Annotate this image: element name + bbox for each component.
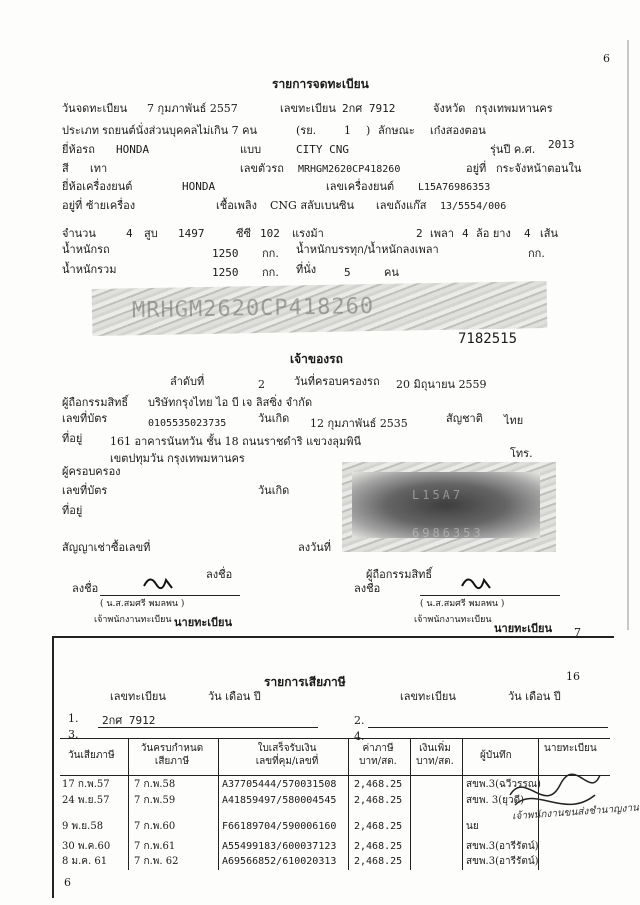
model-label: แบบ	[240, 143, 262, 156]
tank-no: 13/5554/006	[440, 201, 507, 212]
load-label: น้ำหนักบรรทุก/น้ำหนักลงเพลา	[296, 243, 439, 256]
addr-label: ที่อยู่	[62, 432, 83, 445]
brand: HONDA	[116, 143, 150, 156]
chassis-no: MRHGM2620CP418260	[298, 164, 401, 175]
tax-cell-amount: 2,468.25	[354, 821, 403, 832]
col-due-date: วันครบกำหนด เสียภาษี	[140, 743, 204, 767]
engine-rubbing-tape	[342, 462, 556, 552]
card-label: เลขที่บัตร	[62, 412, 108, 425]
tax-cell-receipt: A69566852/610020313	[222, 856, 337, 867]
sig-line-1	[100, 595, 240, 596]
footer-number: 6	[64, 876, 71, 889]
registrar-signature-scribble	[505, 765, 605, 825]
engine-loc-label: อยู่ที่	[62, 199, 83, 212]
officer-stamp: เจ้าพนักงานขนส่งชำนาญงาน	[511, 802, 640, 823]
tank-label: เลขถังแก๊ส	[376, 199, 427, 212]
model: CITY CNG	[296, 143, 349, 156]
tax-col-divider	[348, 738, 349, 870]
possess-label: วันที่ครอบครองรถ	[294, 375, 380, 388]
chassis-rubbing-tape	[92, 281, 548, 336]
gross-unit: กก.	[262, 266, 279, 279]
horsepower: 102	[260, 227, 280, 240]
cc: 1497	[178, 227, 205, 240]
tax-cell-recorder: สขพ.3(อารีรัตน์)	[466, 856, 539, 867]
sig-officer-1: เจ้าพนักงานทะเบียน	[94, 615, 172, 625]
chassis-label: เลขตัวรถ	[240, 162, 284, 175]
reg-date: 7 กุมภาพันธ์ 2557	[147, 102, 238, 115]
signature-stroke-1	[144, 579, 172, 588]
wheels-label: ล้อ ยาง	[476, 227, 511, 240]
tax-col-divider	[128, 738, 129, 870]
tax-r2-idx: 2.	[354, 714, 365, 727]
reg-no: 2กศ 7912	[342, 102, 396, 115]
section-title-owner: เจ้าของรถ	[290, 352, 343, 366]
scan-edge-right	[627, 40, 629, 630]
sig-role-1: ผู้ถือกรรมสิทธิ์	[366, 568, 433, 581]
holder-label: ผู้ถือกรรมสิทธิ์	[62, 396, 129, 409]
engine-brand: HONDA	[182, 180, 216, 193]
tax-cell-recorder: สขพ.3(อารีรัตน์)	[466, 841, 539, 852]
load-unit: กก.	[528, 247, 545, 260]
tax-col-divider	[218, 738, 219, 870]
tax-h-date2: วัน เดือน ปี	[508, 690, 561, 703]
chassis-rubbing-text: MRHGM2620CP418260	[131, 294, 375, 324]
tax-cell-paid: 30 พ.ค.60	[62, 841, 111, 852]
reg-no-label: เลขทะเบียน	[280, 102, 336, 115]
card2-label: เลขที่บัตร	[62, 484, 108, 497]
tax-r1-idx: 1.	[68, 712, 79, 725]
model-year: 2013	[548, 138, 575, 151]
tax-h-no2: เลขทะเบียน	[400, 690, 456, 703]
weight: 1250	[212, 247, 239, 260]
tax-col-divider	[462, 738, 463, 870]
tax-cell-due: 7 ก.พ.58	[134, 779, 176, 790]
cyl-label: สูบ	[144, 227, 158, 240]
engine-loc: ซ้ายเครื่อง	[86, 199, 136, 212]
tax-cell-receipt: A37705444/570031508	[222, 779, 337, 790]
chassis-loc: กระจังหน้าตอนใน	[496, 162, 582, 175]
gross-weight: 1250	[212, 266, 239, 279]
brand-label: ยี่ห้อรถ	[62, 143, 95, 156]
sig-name-2: ( น.ส.สมศรี พมลพน )	[420, 599, 505, 609]
gross-label: น้ำหนักรวม	[62, 263, 117, 276]
tax-underline-2	[368, 727, 608, 728]
possessor-label: ผู้ครอบครอง	[62, 465, 121, 478]
cylinders: 4	[126, 227, 133, 240]
seats-unit: คน	[384, 266, 399, 279]
ry-value: 1	[344, 124, 351, 137]
tires: 4	[524, 227, 531, 240]
col-paid-date: วันเสียภาษี	[68, 750, 115, 761]
tax-col-divider	[410, 738, 411, 870]
tax-page-number: 16	[566, 670, 580, 683]
addr2-label: ที่อยู่	[62, 504, 83, 517]
engine-brand-label: ยี่ห้อเครื่องยนต์	[62, 180, 133, 193]
sig-line-2	[420, 595, 560, 596]
engine-no-label: เลขเครื่องยนต์	[326, 180, 395, 193]
tax-r1-no: 2กศ 7912	[102, 714, 156, 727]
color-label: สี	[62, 162, 69, 175]
registrar-stamp-1: นายทะเบียน	[174, 616, 233, 629]
char-label: ลักษณะ	[378, 124, 415, 137]
axle-label: เพลา	[430, 227, 454, 240]
tires-label: เส้น	[540, 227, 558, 240]
addr-line2: เขตปทุมวัน กรุงเทพมหานคร	[110, 452, 245, 465]
col-extra: เงินเพิ่ม บาท/สต.	[416, 743, 454, 767]
tax-h-date: วัน เดือน ปี	[208, 690, 261, 703]
tax-cell-due: 7 ก.พ.59	[134, 795, 176, 806]
nation: ไทย	[504, 414, 524, 427]
hp-label: แรงม้า	[292, 227, 324, 240]
sig-officer-2: เจ้าพนักงานทะเบียน	[414, 615, 492, 625]
tape-number: 7182515	[458, 331, 518, 347]
nation-label: สัญชาติ	[446, 412, 483, 425]
weight-unit: กก.	[262, 247, 279, 260]
sig-label-1: ลงชื่อ	[206, 568, 233, 581]
tax-underline-1	[98, 727, 318, 728]
contract-label: สัญญาเช่าซื้อเลขที่	[62, 541, 151, 554]
sig-label-3: ลงชื่อ	[354, 582, 381, 595]
fuel-label: เชื้อเพลิง	[216, 199, 257, 212]
tax-r3-idx: 3.	[68, 728, 79, 741]
signature-mark-1	[140, 572, 180, 594]
wheels: 4	[462, 227, 469, 240]
registrar-signature-stroke	[510, 774, 600, 805]
ry-label: (รย.	[296, 124, 317, 137]
tax-cell-recorder: สขพ. 3(ยุวดี)	[466, 795, 525, 806]
tel-label: โทร.	[510, 447, 533, 460]
reg-date-label: วันจดทะเบียน	[62, 102, 128, 115]
tax-cell-paid: 24 พ.ย.57	[62, 795, 110, 806]
type-label: ประเภท	[62, 124, 100, 137]
vehicle-char: เก๋งสองตอน	[430, 124, 486, 137]
page-number: 6	[603, 52, 610, 65]
seats-label: ที่นั่ง	[296, 263, 317, 276]
order-label: ลำดับที่	[170, 375, 205, 388]
tax-cell-receipt: F66189704/590006160	[222, 821, 337, 832]
contract-date-label: ลงวันที่	[298, 541, 332, 554]
col-receipt: ใบเสร็จรับเงิน เลขที่คุม/เลขที่	[255, 743, 319, 767]
birth: 12 กุมภาพันธ์ 2535	[310, 417, 408, 430]
sig-name-1: ( น.ส.สมศรี พมลพน )	[100, 599, 185, 609]
tax-cell-paid: 8 ม.ค. 61	[62, 856, 108, 867]
card-no: 0105535023735	[148, 418, 227, 429]
engine-rubbing-text: L15A7 6986353	[412, 488, 484, 540]
registrar-stamp-2: นายทะเบียน	[494, 622, 553, 635]
province: กรุงเทพมหานคร	[475, 102, 553, 115]
axles: 2	[416, 227, 423, 240]
tax-cell-due: 7 ก.พ.60	[134, 821, 176, 832]
possess-date: 20 มิถุนายน 2559	[396, 378, 487, 391]
tax-h-no: เลขทะเบียน	[110, 690, 166, 703]
tax-cell-amount: 2,468.25	[354, 779, 403, 790]
engine-no: L15A76986353	[418, 182, 491, 193]
tax-cell-amount: 2,468.25	[354, 856, 403, 867]
col-recorder: ผู้บันทึก	[480, 750, 512, 761]
sig-label-2: ลงชื่อ	[72, 582, 99, 595]
tax-cell-paid: 9 พ.ย.58	[62, 821, 104, 832]
tax-cell-receipt: A41859497/580004545	[222, 795, 337, 806]
vehicle-type: รถยนต์นั่งส่วนบุคคลไม่เกิน 7 คน	[102, 124, 258, 137]
tax-cell-amount: 2,468.25	[354, 795, 403, 806]
tax-cell-amount: 2,468.25	[354, 841, 403, 852]
ry-close: )	[366, 124, 371, 137]
section-title-tax: รายการเสียภาษี	[264, 675, 346, 689]
col-registrar: นายทะเบียน	[544, 743, 597, 754]
order: 2	[258, 378, 265, 391]
cc-label: ซีซี	[236, 227, 251, 240]
province-label: จังหวัด	[433, 102, 466, 115]
signature-mark-2	[458, 572, 498, 594]
holder: บริษัทกรุงไทย ไอ บี เจ ลิสซิ่ง จำกัด	[148, 396, 313, 409]
color: เทา	[90, 162, 108, 175]
tax-cell-receipt: A55499183/600037123	[222, 841, 337, 852]
tax-r4-idx: 4.	[354, 730, 365, 743]
tax-cell-due: 7 ก.พ. 62	[134, 856, 179, 867]
seats: 5	[344, 266, 351, 279]
birth2-label: วันเกิด	[258, 484, 290, 497]
tax-cell-paid: 17 ก.พ.57	[62, 779, 110, 790]
signature-stroke-2	[462, 579, 490, 588]
tax-cell-due: 7 ก.พ.61	[134, 841, 176, 852]
birth-label: วันเกิด	[258, 412, 290, 425]
tax-cell-recorder: นย	[466, 821, 479, 832]
col-amount: ค่าภาษี บาท/สต.	[359, 743, 397, 767]
addr-line1: 161 อาคารนันทวัน ชั้น 18 ถนนราชดำริ แขวงลุมพินี	[110, 435, 362, 448]
year-label: รุ่นปี ค.ศ.	[490, 143, 536, 156]
fuel: CNG สลับเบนซิน	[270, 199, 355, 212]
weight-label: น้ำหนักรถ	[62, 243, 110, 256]
qty-label: จำนวน	[62, 227, 96, 240]
tax-cell-recorder: สขพ.3(ฉวีวรรณ)	[466, 779, 541, 790]
chassis-loc-label: อยู่ที่	[466, 162, 487, 175]
section-title-registration: รายการจดทะเบียน	[272, 77, 369, 91]
page-number-7: 7	[574, 626, 581, 639]
